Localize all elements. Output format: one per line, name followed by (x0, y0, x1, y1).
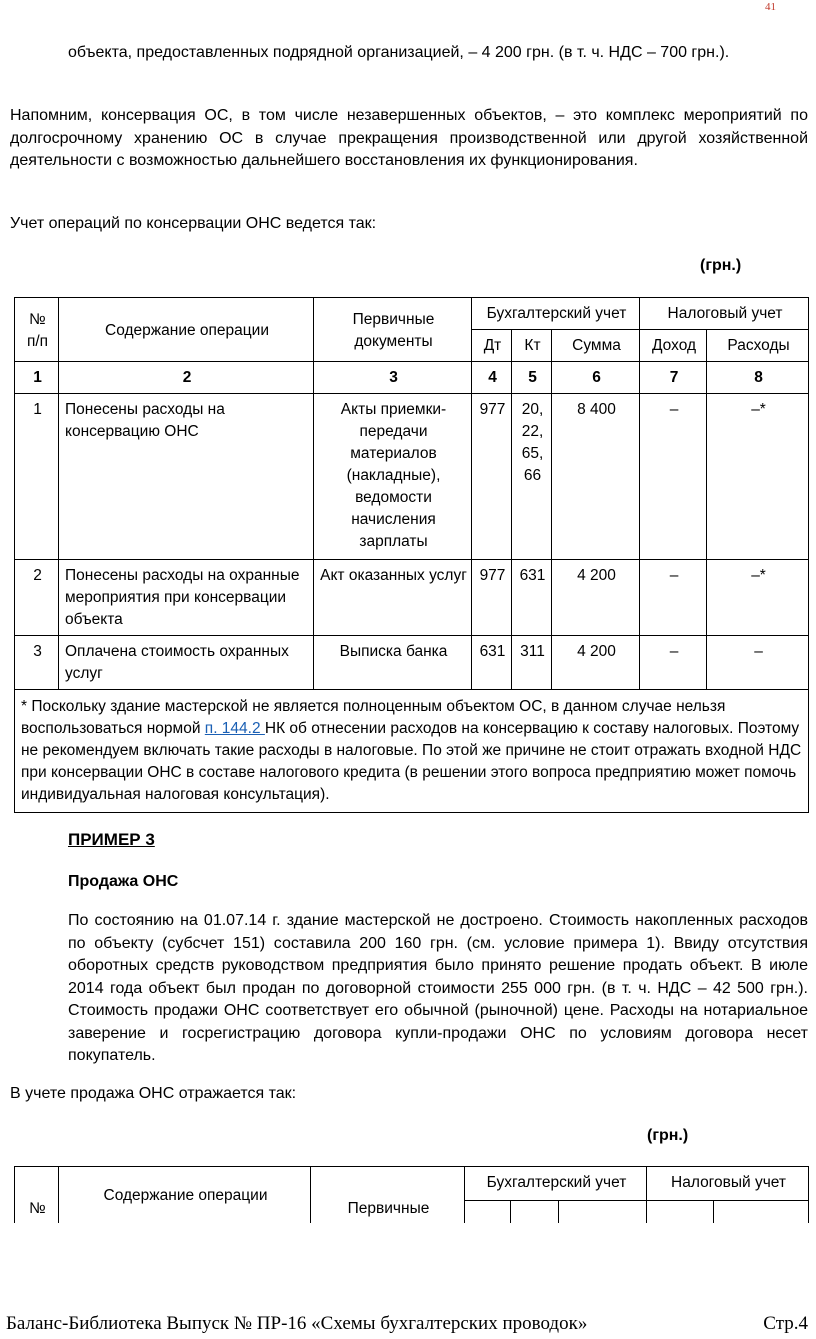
header-credit: Кт (512, 330, 552, 362)
row-debit: 977 (472, 560, 512, 636)
paragraph-sale-intro: В учете продажа ОНС отражается так: (10, 1085, 297, 1102)
footer-page: Стр.4 (763, 1313, 808, 1334)
page-number: 41 (765, 1, 776, 13)
row-content: Понесены расходы на охранные мероприятия при консервации объекта (59, 560, 314, 636)
table-row (15, 560, 809, 636)
header-accounting: Бухгалтерский учет (465, 1167, 647, 1201)
row-sum: 8 400 (552, 394, 640, 560)
row-credit: 311 (512, 636, 552, 690)
row-credit: 20, 22, 65, 66 (512, 394, 552, 560)
row-sum: 4 200 (552, 560, 640, 636)
column-number: 7 (640, 362, 707, 394)
sale-accounting-table (14, 1166, 809, 1223)
header-row-number: № п/п (15, 298, 59, 362)
column-number: 3 (314, 362, 472, 394)
subheader-cell (647, 1201, 714, 1223)
row-documents: Акт оказанных услуг (314, 560, 472, 636)
column-numbers-row (15, 362, 809, 394)
table-row (15, 394, 809, 560)
row-credit: 631 (512, 560, 552, 636)
table-footnote (15, 690, 809, 813)
subheader-cell (559, 1201, 647, 1223)
unit-label: (грн.) (700, 257, 742, 274)
column-number: 2 (59, 362, 314, 394)
paragraph-accounting-intro: Учет операций по консервации ОНС ведется так: (10, 215, 377, 232)
row-income: – (640, 394, 707, 560)
header-tax: Налоговый учет (640, 298, 809, 330)
conservation-accounting-table (14, 297, 809, 813)
row-expense: – (707, 636, 809, 690)
header-row-number: № (15, 1167, 59, 1224)
row-number: 1 (15, 394, 59, 560)
subheader-cell (714, 1201, 809, 1223)
unit-label-2: (грн.) (647, 1127, 689, 1144)
header-operation-content: Содержание операции (59, 1167, 311, 1224)
header-expense: Расходы (707, 330, 809, 362)
row-debit: 631 (472, 636, 512, 690)
row-content: Понесены расходы на консервацию ОНС (59, 394, 314, 560)
paragraph-continuation: объекта, предоставленных подрядной организацией, – 4 200 грн. (в т. ч. НДС – 700 грн.). (68, 44, 730, 61)
table-note-row (15, 690, 809, 813)
table-row (15, 636, 809, 690)
header-primary-documents: Первичные (311, 1167, 465, 1224)
column-number: 6 (552, 362, 640, 394)
header-operation-content: Содержание операции (59, 298, 314, 362)
header-debit: Дт (472, 330, 512, 362)
tax-code-link[interactable]: п. 144.2 (204, 720, 265, 737)
header-accounting: Бухгалтерский учет (472, 298, 640, 330)
row-expense: –* (707, 560, 809, 636)
column-number: 1 (15, 362, 59, 394)
row-number: 3 (15, 636, 59, 690)
column-number: 4 (472, 362, 512, 394)
row-number: 2 (15, 560, 59, 636)
example-text: По состоянию на 01.07.14 г. здание мастерской не достроено. Стоимость накопленных расходов по объекту (субсчет 151) составила 200 160 грн. (см. условие примера 1). Ввиду отсутствия оборотных средств руководством предприятия было принято решение продать объект. В июле 2014 года объект был продан по договорной стоимости 255 000 грн. (в т. ч. НДС – 42 500 грн.). Стоимость продажи ОНС соответствует его обычной (рыночной) цене. Расходы на нотариальное заверение и госрегистрацию договора купли-продажи ОНС по условиям договора несет покупатель. (68, 912, 808, 1064)
example-subheading: Продажа ОНС (68, 873, 179, 890)
row-content: Оплачена стоимость охранных услуг (59, 636, 314, 690)
header-income: Доход (640, 330, 707, 362)
column-number: 8 (707, 362, 809, 394)
footer-publication: Баланс-Библиотека Выпуск № ПР-16 «Схемы бухгалтерских проводок» (6, 1313, 588, 1334)
header-sum: Сумма (552, 330, 640, 362)
footnote-text-end: НК об отнесении расходов на консервацию к составу налоговых. Поэтому не рекомендуем включать такие расходы в налоговые. По этой же причине не стоит отражать входной НДС при консервации ОНС в составе налогового кредита (в решении этого вопроса предприятию может помочь индивидуальная налоговая консультация). (21, 720, 802, 803)
column-number: 5 (512, 362, 552, 394)
row-debit: 977 (472, 394, 512, 560)
header-primary-documents: Первичные документы (314, 298, 472, 362)
header-tax: Налоговый учет (647, 1167, 809, 1201)
footnote-text-start: * Поскольку здание мастерской не является полноценным объектом ОС, в данном случае нельзя воспользоваться нормой (21, 698, 726, 737)
row-sum: 4 200 (552, 636, 640, 690)
row-income: – (640, 636, 707, 690)
row-documents: Акты приемки-передачи материалов (накладные), ведомости начисления зарплаты (314, 394, 472, 560)
example-heading: ПРИМЕР 3 (68, 830, 155, 849)
subheader-cell (511, 1201, 559, 1223)
subheader-cell (465, 1201, 511, 1223)
row-income: – (640, 560, 707, 636)
row-documents: Выписка банка (314, 636, 472, 690)
row-expense: –* (707, 394, 809, 560)
paragraph-reminder: Напомним, консервация ОС, в том числе незавершенных объектов, – это комплекс мероприятий по долгосрочному хранению ОС в случае прекращения производственной или другой хозяйственной деятельности с возможностью дальнейшего восстановления их функционирования. (10, 107, 808, 169)
